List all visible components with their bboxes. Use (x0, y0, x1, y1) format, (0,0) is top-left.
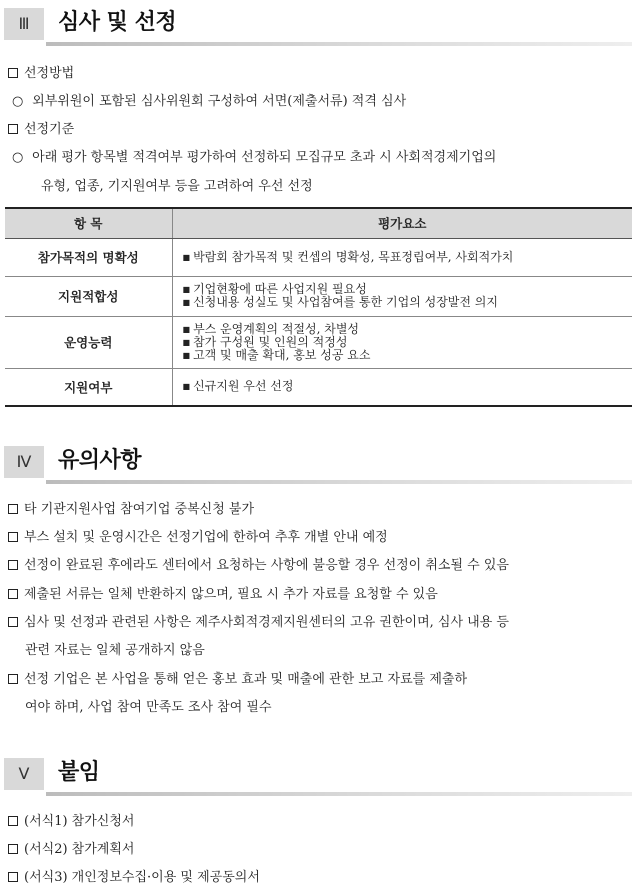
notice-item: 부스 설치 및 운영시간은 선정기업에 한하여 추후 개별 안내 예정 (8, 529, 388, 546)
factor-item: ■ 기업현황에 따른 사업지원 필요성 (182, 282, 367, 296)
method-heading: 선정방법 (8, 65, 74, 82)
section-number-badge: Ⅳ (4, 446, 44, 478)
square-bullet-icon (8, 674, 18, 684)
section-number-badge: Ⅴ (4, 758, 44, 790)
row-factors (172, 368, 632, 406)
factor-item: ■ 고객 및 매출 확대, 홍보 성공 요소 (182, 347, 371, 362)
square-bullet-icon (8, 816, 18, 826)
row-factors (172, 316, 632, 368)
section-header-4 (0, 440, 638, 484)
notice-item-continued: 여야 하며, 사업 참여 만족도 조사 참여 필수 (25, 700, 272, 715)
square-bullet-icon (8, 617, 18, 627)
notice-item: 타 기관지원사업 참여기업 중복신청 불가 (8, 501, 254, 518)
square-bullet-icon (8, 532, 18, 542)
table-row (5, 368, 632, 406)
factor-item: ■ 부스 운영계획의 적절성, 차별성 (182, 321, 360, 336)
square-bullet-icon (8, 872, 18, 882)
section-title: 심사 및 선정 (58, 10, 177, 35)
row-factors (172, 238, 632, 276)
factor-item: ■ 참가 구성원 및 인원의 적정성 (182, 334, 348, 349)
criteria-heading: 선정기준 (8, 121, 74, 138)
square-bullet-icon (8, 504, 18, 514)
criteria-item: ○ 아래 평가 항목별 적격여부 평가하여 선정하되 모집규모 초과 시 사회적경제기업의 (12, 150, 497, 165)
section-divider (46, 42, 632, 46)
row-factors (172, 276, 632, 316)
table-header-row (5, 208, 632, 238)
header-factor: 평가요소 (172, 208, 632, 238)
table-row (5, 276, 632, 316)
factor-item: ■ 신청내용 성실도 및 사업참여를 통한 기업의 성장발전 의지 (182, 295, 498, 309)
circle-bullet-icon: ○ (12, 94, 24, 109)
square-bullet-icon (8, 560, 18, 570)
table-row (5, 316, 632, 368)
header-item: 항 목 (5, 208, 172, 238)
row-name: 참가목적의 명확성 (5, 238, 172, 276)
row-name: 지원적합성 (5, 276, 172, 316)
section-number-badge: Ⅲ (4, 8, 44, 40)
attachment-item: (서식1) 참가신청서 (8, 813, 134, 830)
factor-item: ■ 박람회 참가목적 및 컨셉의 명확성, 목표정립여부, 사회적가치 (182, 249, 514, 264)
attachment-item: (서식2) 참가계획서 (8, 841, 134, 858)
evaluation-table (5, 207, 632, 407)
section-divider (46, 792, 632, 796)
square-bullet-icon (8, 68, 18, 78)
square-bullet-icon (8, 844, 18, 854)
attachment-item: (서식3) 개인정보수집·이용 및 제공동의서 (8, 869, 260, 886)
notice-item: 심사 및 선정과 관련된 사항은 제주사회적경제지원센터의 고유 권한이며, 심사 내용 등 (8, 614, 509, 631)
factor-item: ■ 신규지원 우선 선정 (182, 379, 294, 394)
notice-item: 제출된 서류는 일체 반환하지 않으며, 필요 시 추가 자료를 요청할 수 있음 (8, 586, 438, 603)
notice-item: 선정이 완료된 후에라도 센터에서 요청하는 사항에 불응할 경우 선정이 취소될 수 있음 (8, 557, 509, 574)
method-item: ○ 외부위원이 포함된 심사위원회 구성하여 서면(제출서류) 적격 심사 (12, 94, 407, 109)
row-name: 지원여부 (5, 368, 172, 406)
section-header-5 (0, 752, 638, 796)
section-header-3 (0, 2, 638, 46)
section-title: 붙임 (58, 760, 100, 785)
row-name: 운영능력 (5, 316, 172, 368)
section-title: 유의사항 (58, 448, 142, 473)
notice-item-continued: 관련 자료는 일체 공개하지 않음 (25, 643, 205, 658)
circle-bullet-icon: ○ (12, 150, 24, 165)
square-bullet-icon (8, 589, 18, 599)
table-row (5, 238, 632, 276)
notice-item: 선정 기업은 본 사업을 통해 얻은 홍보 효과 및 매출에 관한 보고 자료를 제출하 (8, 671, 467, 688)
criteria-item-continued: 유형, 업종, 기지원여부 등을 고려하여 우선 선정 (41, 179, 313, 194)
square-bullet-icon (8, 124, 18, 134)
section-divider (46, 480, 632, 484)
